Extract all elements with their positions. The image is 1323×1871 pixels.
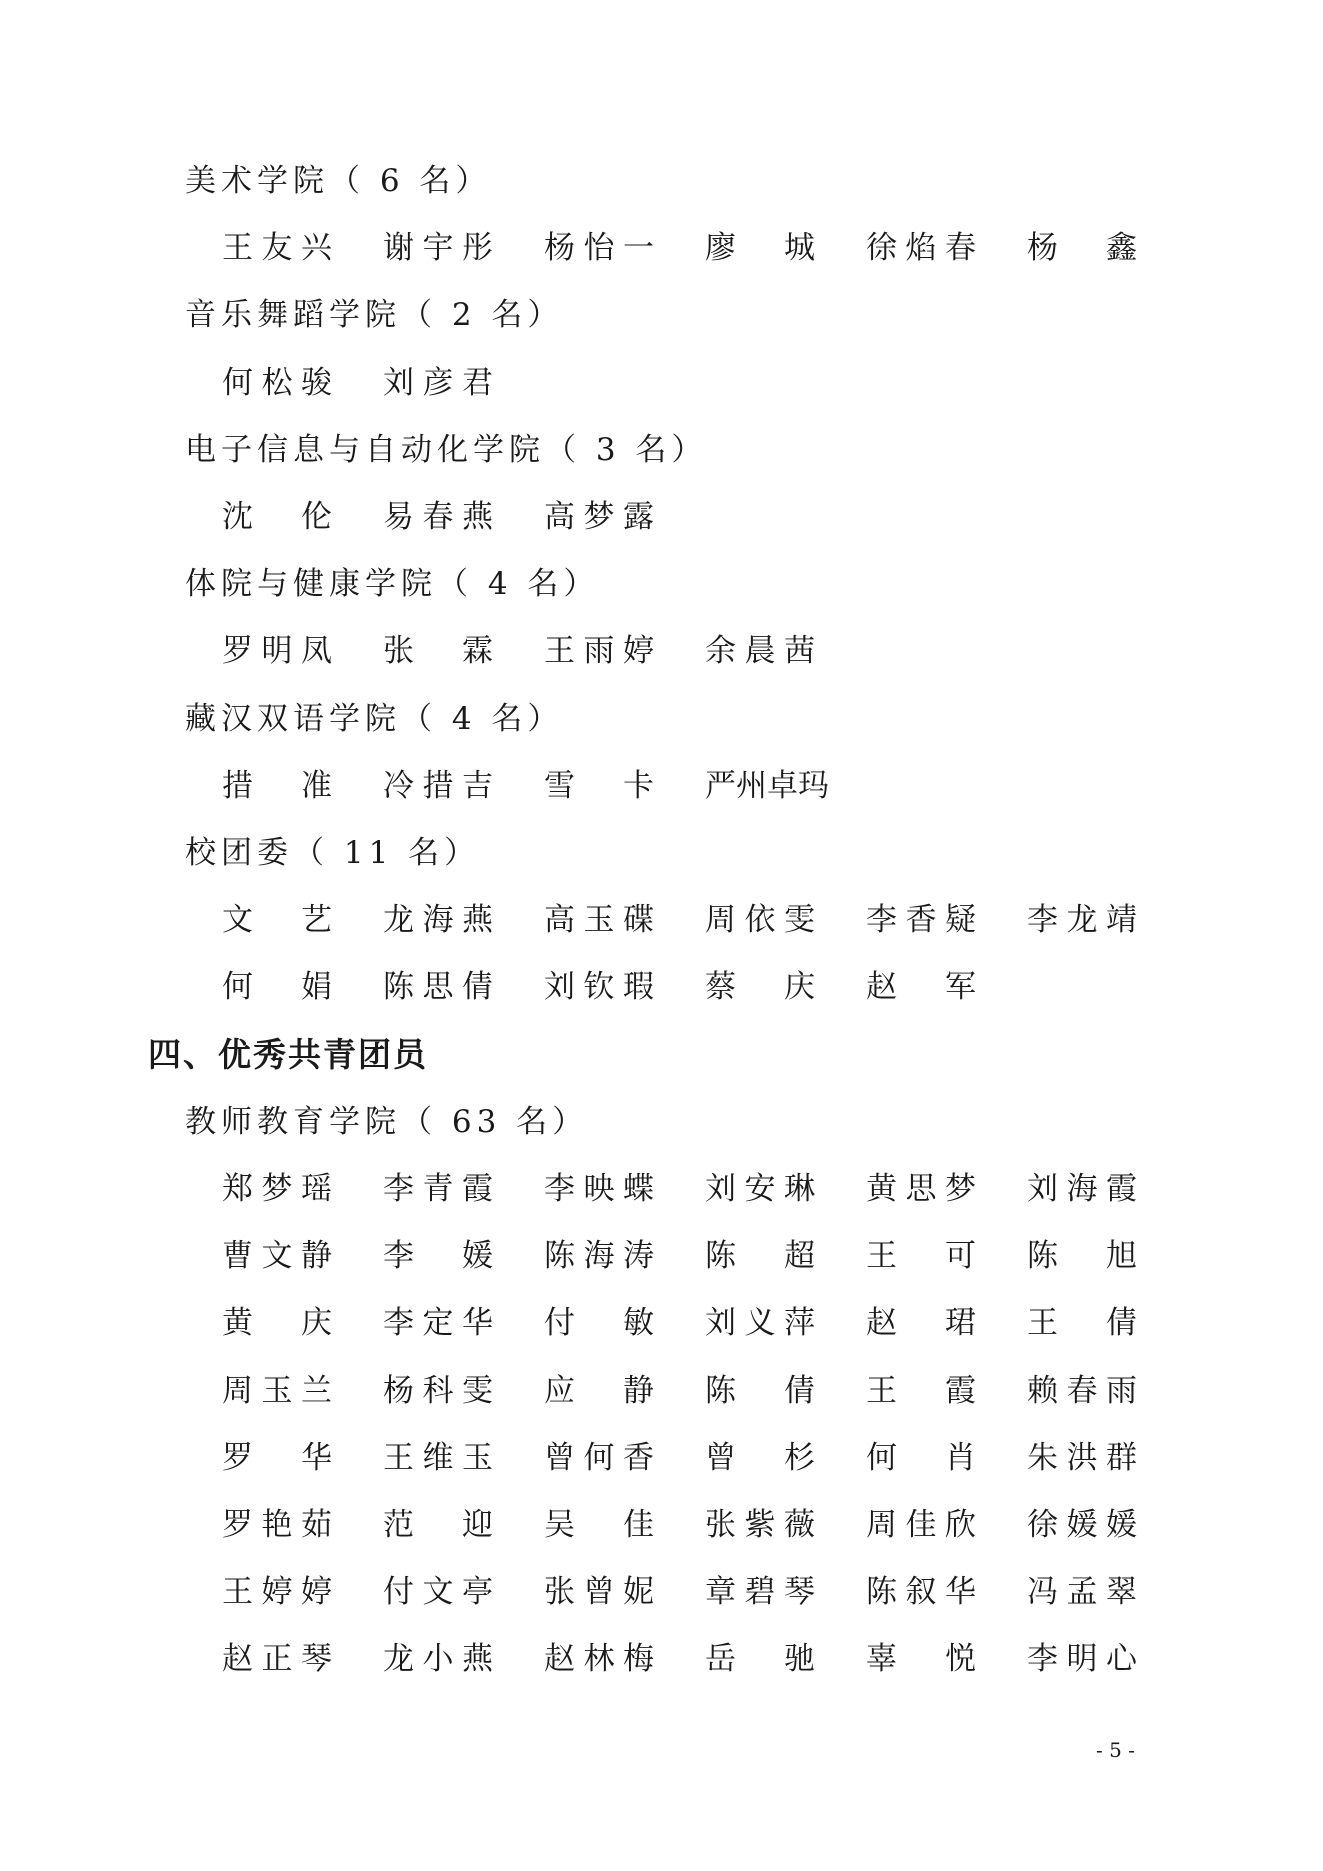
member-name: 刘 钦 瑕 <box>544 969 654 1006</box>
member-name: 龙 小 燕 <box>383 1641 493 1678</box>
member-name: 文 艺 <box>222 902 332 939</box>
member-name: 罗 艳 茹 <box>222 1507 332 1543</box>
member-name: 章 碧 琴 <box>705 1574 815 1611</box>
names-row <box>0 1433 1323 1483</box>
names-row <box>0 1366 1323 1416</box>
group-heading: 体院与健康学院（ 4 名） <box>185 566 600 603</box>
member-name: 冯 孟 翠 <box>1027 1574 1137 1611</box>
member-name: 刘 义 萍 <box>705 1305 815 1342</box>
member-name: 刘 海 霞 <box>1027 1171 1137 1207</box>
member-name: 赵 军 <box>866 969 976 1006</box>
member-name: 龙 海 燕 <box>383 902 493 939</box>
member-name: 李 香 疑 <box>866 902 976 939</box>
member-name: 蔡 庆 <box>705 969 815 1006</box>
names-row <box>0 1298 1323 1348</box>
names-row <box>0 1164 1323 1214</box>
member-name: 周 玉 兰 <box>222 1372 332 1409</box>
member-name: 陈 海 涛 <box>544 1238 654 1275</box>
member-name: 应 静 <box>544 1372 654 1409</box>
member-name: 李 媛 <box>383 1238 493 1275</box>
member-name: 冷 措 吉 <box>383 767 493 804</box>
member-name: 赵 珺 <box>866 1305 976 1342</box>
group-heading: 电子信息与自动化学院（ 3 名） <box>185 431 708 468</box>
member-name: 杨 鑫 <box>1027 230 1137 267</box>
member-name: 付 敏 <box>544 1305 654 1342</box>
member-name: 王 友 兴 <box>222 230 332 267</box>
group-heading: 美术学院（ 6 名） <box>185 163 492 199</box>
names-row <box>0 1634 1323 1684</box>
names-row <box>0 895 1323 945</box>
member-name: 岳 驰 <box>705 1641 815 1678</box>
names-row <box>0 1500 1323 1550</box>
member-name: 雪 卡 <box>544 767 654 804</box>
member-name: 张 霖 <box>383 633 493 670</box>
member-name: 高 玉 碟 <box>544 902 654 939</box>
member-name: 廖 城 <box>705 230 815 267</box>
member-name: 陈 思 倩 <box>383 969 493 1006</box>
member-name: 沈 伦 <box>222 499 332 535</box>
member-name: 罗 华 <box>222 1439 332 1476</box>
member-name: 王 雨 婷 <box>544 633 654 670</box>
member-name: 辜 悦 <box>866 1641 976 1678</box>
member-name: 朱 洪 群 <box>1027 1439 1137 1476</box>
member-name: 张 紫 薇 <box>705 1507 815 1543</box>
member-name: 严州卓玛 <box>705 767 829 804</box>
names-row <box>0 223 1323 273</box>
member-name: 易 春 燕 <box>383 499 493 535</box>
names-row <box>0 1567 1323 1617</box>
member-name: 杨 怡 一 <box>544 230 654 267</box>
member-name: 李 青 霞 <box>383 1171 493 1207</box>
member-name: 李 定 华 <box>383 1305 493 1342</box>
member-name: 郑 梦 瑶 <box>222 1171 332 1207</box>
member-name: 赵 林 梅 <box>544 1641 654 1678</box>
group-heading: 音乐舞蹈学院（ 2 名） <box>185 297 564 334</box>
member-name: 何 肖 <box>866 1439 976 1476</box>
member-name: 周 佳 欣 <box>866 1507 976 1543</box>
member-name: 王 维 玉 <box>383 1439 493 1476</box>
member-name: 周 依 雯 <box>705 902 815 939</box>
member-name: 高 梦 露 <box>544 499 654 535</box>
member-name: 陈 倩 <box>705 1372 815 1409</box>
group-heading: 教师教育学院（ 63 名） <box>185 1103 589 1140</box>
group-heading: 藏汉双语学院（ 4 名） <box>185 700 564 737</box>
member-name: 李 龙 靖 <box>1027 902 1137 939</box>
member-name: 付 文 亭 <box>383 1574 493 1611</box>
names-row <box>0 492 1323 542</box>
member-name: 赖 春 雨 <box>1027 1372 1137 1409</box>
member-name: 曾 杉 <box>705 1439 815 1476</box>
names-row <box>0 1231 1323 1281</box>
member-name: 谢 宇 彤 <box>383 230 493 267</box>
names-row <box>0 962 1323 1012</box>
member-name: 罗 明 凤 <box>222 633 332 670</box>
member-name: 王 倩 <box>1027 1305 1137 1342</box>
member-name: 李 映 蝶 <box>544 1171 654 1207</box>
page-number: - 5 - <box>1096 1738 1135 1762</box>
names-row <box>0 761 1323 811</box>
section-title: 四、优秀共青团员 <box>148 1034 428 1074</box>
member-name: 余 晨 茜 <box>705 633 815 670</box>
member-name: 范 迎 <box>383 1507 493 1543</box>
member-name: 措 准 <box>222 767 332 804</box>
member-name: 杨 科 雯 <box>383 1372 493 1409</box>
group-heading: 校团委（ 11 名） <box>185 835 481 871</box>
member-name: 王 婷 婷 <box>222 1574 332 1611</box>
member-name: 刘 彦 君 <box>383 364 493 401</box>
member-name: 陈 叙 华 <box>866 1574 976 1611</box>
member-name: 黄 庆 <box>222 1305 332 1342</box>
names-row <box>0 358 1323 408</box>
member-name: 张 曾 妮 <box>544 1574 654 1611</box>
member-name: 徐 媛 媛 <box>1027 1507 1137 1543</box>
member-name: 陈 旭 <box>1027 1238 1137 1275</box>
member-name: 赵 正 琴 <box>222 1641 332 1678</box>
member-name: 吴 佳 <box>544 1507 654 1543</box>
names-row <box>0 626 1323 676</box>
member-name: 黄 思 梦 <box>866 1171 976 1207</box>
member-name: 王 可 <box>866 1238 976 1275</box>
member-name: 李 明 心 <box>1027 1641 1137 1678</box>
member-name: 刘 安 琳 <box>705 1171 815 1207</box>
member-name: 何 松 骏 <box>222 364 332 401</box>
member-name: 何 娟 <box>222 969 332 1006</box>
member-name: 曹 文 静 <box>222 1238 332 1275</box>
member-name: 曾 何 香 <box>544 1439 654 1476</box>
member-name: 陈 超 <box>705 1238 815 1275</box>
member-name: 王 霞 <box>866 1372 976 1409</box>
member-name: 徐 焰 春 <box>866 230 976 267</box>
